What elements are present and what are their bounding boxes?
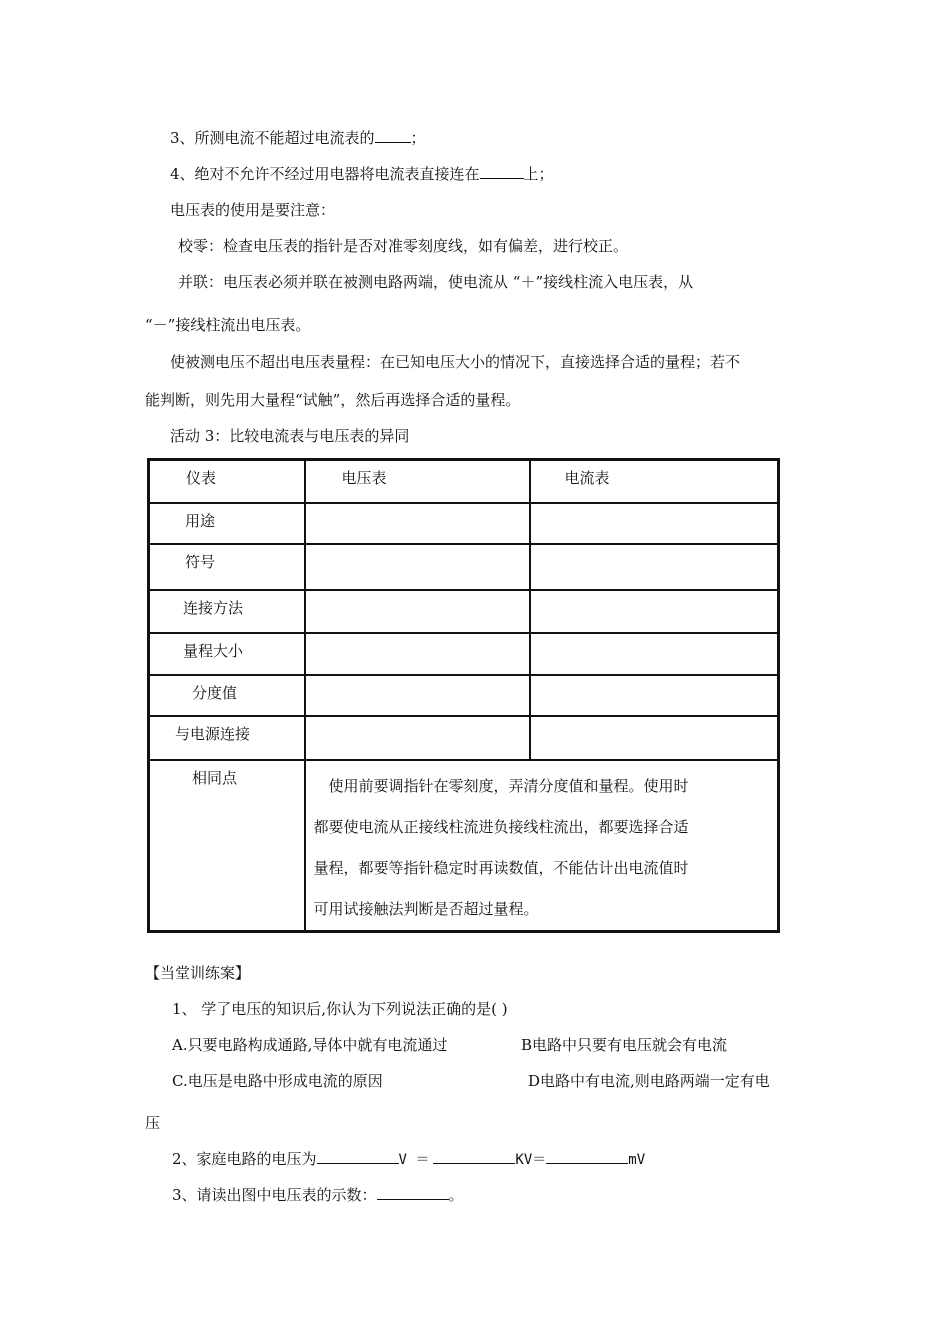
- table-cell[interactable]: [530, 633, 779, 675]
- item-4-text: 4、绝对不允许不经过用电器将电流表直接连在: [170, 165, 480, 183]
- row-label: 量程大小: [149, 633, 305, 675]
- table-cell[interactable]: [305, 544, 530, 590]
- option-d-continued: 压: [145, 1114, 161, 1132]
- table-row: [149, 716, 779, 760]
- activity-title: 活动 3：比较电流表与电压表的异同: [170, 427, 410, 445]
- table-header-row: [149, 460, 779, 503]
- table-cell[interactable]: [305, 633, 530, 675]
- row-label: 分度值: [149, 675, 305, 716]
- option-d: D电路中有电流,则电路两端一定有电: [528, 1072, 770, 1090]
- same-points-cell: [305, 760, 779, 932]
- table-cell[interactable]: [530, 590, 779, 633]
- item-4: [170, 164, 554, 184]
- parallel-note-2: “－”接线柱流出电压表。: [145, 316, 311, 334]
- header-cell: 仪表: [149, 460, 305, 503]
- table-cell[interactable]: [305, 675, 530, 716]
- table-cell[interactable]: [530, 675, 779, 716]
- item-3-end: ；: [410, 129, 426, 147]
- parallel-note-1: 并联：电压表必须并联在被测电路两端，使电流从 “＋”接线柱流入电压表，从: [178, 273, 694, 291]
- table-cell[interactable]: [305, 503, 530, 544]
- row-label: 用途: [149, 503, 305, 544]
- option-b: B电路中只要有电压就会有电流: [521, 1036, 728, 1054]
- table-row: [149, 633, 779, 675]
- q3-blank[interactable]: [377, 1185, 449, 1200]
- comparison-table: [147, 458, 780, 933]
- header-cell: 电压表: [305, 460, 530, 503]
- range-note-1: 使被测电压不超出电压表量程：在已知电压大小的情况下，直接选择合适的量程；若不: [170, 353, 741, 371]
- table-row: [149, 675, 779, 716]
- same-points-text: 使用前要调指针在零刻度，弄清分度值和量程。使用时 都要使电流从正接线柱流进负接线柱流出，都要选择合适 量程，都要等指针稳定时再读数值，不能估计出电流值时 可用试接触法判断是否超过量程。: [313, 776, 689, 918]
- zero-note: 校零：检查电压表的指针是否对准零刻度线，如有偏差，进行校正。: [178, 237, 629, 255]
- option-c: C.电压是电路中形成电流的原因: [172, 1072, 383, 1090]
- q2-blank-mv[interactable]: [546, 1149, 628, 1164]
- training-heading: 【当堂训练案】: [145, 964, 251, 982]
- row-label: 符号: [149, 544, 305, 590]
- table-cell[interactable]: [305, 590, 530, 633]
- question-1: 1、 学了电压的知识后,你认为下列说法正确的是( ): [172, 1000, 508, 1018]
- q2-blank-kv[interactable]: [433, 1149, 515, 1164]
- same-points-row: [149, 760, 779, 932]
- header-cell: 电流表: [530, 460, 779, 503]
- question-2: 2、家庭电路的电压为 V ＝ KV＝ mV: [172, 1150, 646, 1168]
- table-cell[interactable]: [530, 544, 779, 590]
- question-3: 3、请读出图中电压表的示数： 。: [172, 1186, 464, 1204]
- row-label: 连接方法: [149, 590, 305, 633]
- item-4-blank[interactable]: [480, 164, 524, 179]
- table-cell[interactable]: [530, 716, 779, 760]
- table-row: [149, 590, 779, 633]
- table-row: [149, 503, 779, 544]
- option-a: A.只要电路构成通路,导体中就有电流通过: [172, 1036, 448, 1054]
- range-note-2: 能判断，则先用大量程“试触”，然后再选择合适的量程。: [145, 391, 521, 409]
- item-3: [170, 128, 426, 148]
- item-3-blank[interactable]: [375, 128, 411, 143]
- table-cell[interactable]: [530, 503, 779, 544]
- row-label: 相同点: [149, 760, 305, 932]
- item-4-end: 上；: [523, 165, 554, 183]
- table-cell[interactable]: [305, 716, 530, 760]
- q2-blank-v[interactable]: [317, 1149, 399, 1164]
- row-label: 与电源连接: [149, 716, 305, 760]
- item-3-text: 3、所测电流不能超过电流表的: [170, 129, 375, 147]
- table-row: [149, 544, 779, 590]
- voltmeter-heading: 电压表的使用是要注意：: [170, 201, 336, 219]
